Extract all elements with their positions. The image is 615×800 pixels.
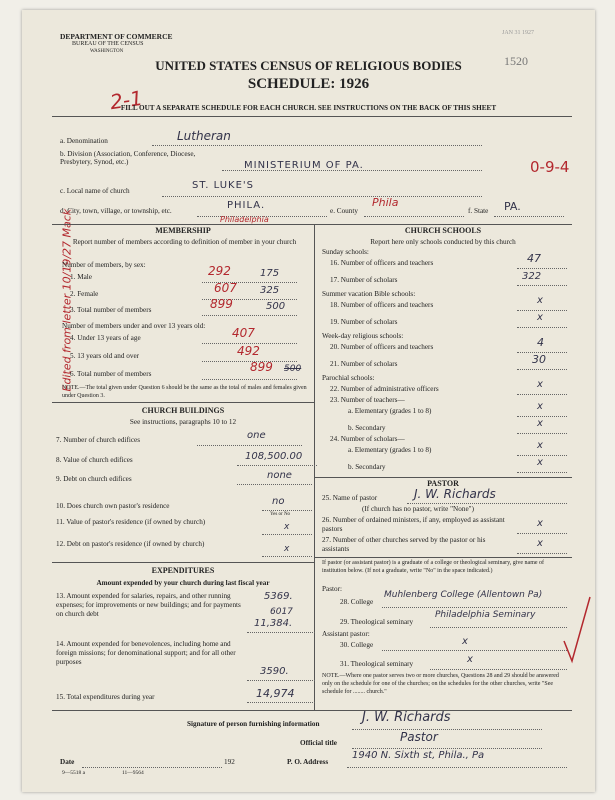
pastor-name-label: 25. Name of pastor: [322, 494, 378, 502]
print-number: 11—9564: [122, 770, 144, 776]
running-expenses-label: 13. Amount expended for salaries, repairs, and other running expenses; for improvements or new buildings; and for payments on church debt: [56, 592, 241, 618]
pastor-name-value: J. W. Richards: [414, 487, 496, 501]
pastor-note: NOTE.—Where one pastor serves two or more churches, Questions 28 and 29 should be answered only on the schedule for one of the churches; on the schedules for the other churches, write "See schedule for ........ church.": [322, 673, 559, 695]
over-13-label: 5. 13 years old and over: [70, 352, 140, 360]
seminary-label: 29. Theological seminary: [340, 618, 414, 626]
running-expenses-value-2: 6017: [270, 607, 293, 617]
county-label: e. County: [330, 207, 358, 215]
local-name-value: ST. LUKE'S: [192, 180, 254, 191]
edifices-value: one: [247, 430, 266, 441]
annotation-code: 0-9-4: [530, 158, 570, 176]
under-13-label: 4. Under 13 years of age: [70, 334, 141, 342]
q20-value: 4: [537, 336, 544, 349]
q23b-label: b. Secondary: [348, 424, 386, 432]
county-value: Phila: [372, 196, 399, 209]
schools-intro: Report here only schools conducted by this church: [370, 238, 516, 246]
q17-value: 322: [522, 271, 542, 282]
q20-label: 20. Number of officers and teachers: [330, 343, 434, 351]
male-alt-value: 175: [260, 268, 280, 279]
asst-college-label: 30. College: [340, 641, 374, 649]
denomination-value: Lutheran: [177, 129, 231, 143]
pastor-subheading: Pastor:: [322, 585, 342, 593]
over-13-value: 492: [237, 344, 260, 358]
seminary-value: Philadelphia Seminary: [435, 610, 536, 620]
college-label: 28. College: [340, 598, 374, 606]
received-stamp-date: JAN 31 1927: [502, 30, 535, 36]
female-label: 2. Female: [70, 290, 99, 298]
membership-note: NOTE.—The total given under Question 6 should be the same as the total of males and females given under Question 3.: [62, 385, 307, 399]
division-label: b. Division (Association, Conference, Diocese, Presbytery, Synod, etc.): [60, 150, 196, 166]
benevolences-value: 3590.: [260, 666, 289, 677]
state-value: PA.: [504, 200, 521, 213]
graduate-note: If pastor (or assistant pastor) is a graduate of a college or theological seminary, give name of institution below. (If not a graduate, write "No" in the space indicated.): [322, 560, 545, 574]
census-schedule-sheet: [22, 10, 595, 792]
residence-debt-value: x: [284, 544, 290, 554]
check-mark-icon: [562, 595, 592, 665]
total-members-alt: 500: [266, 301, 286, 312]
city-note: Philadelphia: [220, 215, 269, 224]
state-label: f. State: [468, 207, 489, 215]
residence-value: no: [272, 496, 285, 507]
sunday-schools-label: Sunday schools:: [322, 248, 369, 256]
year-label: 192: [224, 758, 235, 766]
female-value: 607: [214, 281, 237, 295]
margin-note: Edited from letter 10/19/27 Mack: [60, 208, 74, 392]
q22-value: x: [537, 379, 543, 390]
total-by-age-alt: 500: [284, 364, 302, 374]
edifice-debt-label: 9. Debt on church edifices: [56, 475, 132, 483]
edifice-debt-value: none: [267, 470, 292, 481]
male-label: 1. Male: [70, 273, 92, 281]
benevolences-label: 14. Amount expended for benevolences, including home and foreign missions; for denominational support; and for all other purposes: [56, 640, 236, 666]
denomination-label: a. Denomination: [60, 137, 108, 145]
residence-debt-label: 12. Debt on pastor's residence (if owned by church): [56, 540, 205, 548]
asst-college-value: x: [462, 636, 468, 647]
expenditures-heading: EXPENDITURES: [151, 566, 215, 575]
other-churches-value: x: [537, 538, 543, 549]
q23-label: 23. Number of teachers—: [330, 396, 405, 404]
official-title-label: Official title: [300, 739, 337, 747]
members-by-age: Number of members under and over 13 years old:: [62, 322, 206, 330]
q19-label: 19. Number of scholars: [330, 318, 398, 326]
under-13-value: 407: [232, 326, 255, 340]
pastor-heading: PASTOR: [427, 479, 459, 488]
q23a-label: a. Elementary (grades 1 to 8): [348, 407, 432, 415]
q17-label: 17. Number of scholars: [330, 276, 398, 284]
female-alt-value: 325: [260, 285, 280, 296]
q24a-value: x: [537, 440, 543, 451]
stamp-number: 1520: [504, 54, 528, 68]
annotation-top: 2-1: [108, 85, 145, 115]
local-name-label: c. Local name of church: [60, 187, 130, 195]
date-label: Date: [60, 758, 75, 766]
schedule-title: SCHEDULE: 1926: [247, 76, 370, 92]
membership-intro: Report number of members according to definition of member in your church: [72, 238, 297, 246]
signature-label: Signature of person furnishing information: [187, 720, 320, 728]
yes-no-hint: Yes or No: [270, 512, 291, 517]
department-label: DEPARTMENT OF COMMERCE: [60, 32, 173, 41]
college-value: Muhlenberg College (Allentown Pa): [384, 590, 543, 600]
form-number: 9—5518 a: [62, 770, 86, 776]
pastor-name-hint: (If church has no pastor, write "None"): [362, 505, 474, 513]
expenditures-sub: Amount expended by your church during last fiscal year: [96, 579, 270, 587]
q18-label: 18. Number of officers and teachers: [330, 301, 434, 309]
total-expenditures-label: 15. Total expenditures during year: [56, 693, 155, 701]
q19-value: x: [537, 312, 543, 323]
q21-label: 21. Number of scholars: [330, 360, 398, 368]
assistant-pastor-subheading: Assistant pastor:: [322, 630, 370, 638]
total-expenditures-value: 14,974: [256, 687, 295, 700]
signature-value: J. W. Richards: [362, 710, 451, 725]
asst-seminary-value: x: [467, 654, 473, 665]
running-expenses-value-3: 11,384.: [254, 618, 293, 629]
q16-label: 16. Number of officers and teachers: [330, 259, 434, 267]
q24b-value: x: [537, 457, 543, 468]
q24b-label: b. Secondary: [348, 463, 386, 471]
membership-heading: MEMBERSHIP: [155, 226, 211, 235]
bureau-label: BUREAU OF THE CENSUS: [72, 41, 144, 47]
other-churches-label: 27. Number of other churches served by the pastor or his assistants: [322, 536, 486, 553]
q24-label: 24. Number of scholars—: [330, 435, 405, 443]
city-label: WASHINGTON: [90, 49, 124, 54]
residence-value-label: 11. Value of pastor's residence (if owned by church): [56, 518, 206, 526]
instruction-line: FILL OUT A SEPARATE SCHEDULE FOR EACH CHURCH. SEE INSTRUCTIONS ON THE BACK OF THIS SHEET: [120, 104, 497, 112]
running-expenses-value-1: 5369.: [264, 591, 293, 602]
city-field-label: d. City, town, village, or township, etc.: [60, 207, 172, 215]
residence-value-value: x: [284, 522, 290, 532]
assistant-ministers-label: 26. Number of ordained ministers, if any, employed as assistant pastors: [322, 516, 505, 533]
q24a-label: a. Elementary (grades 1 to 8): [348, 446, 432, 454]
residence-label: 10. Does church own pastor's residence: [56, 502, 170, 510]
summer-schools-label: Summer vacation Bible schools:: [322, 290, 416, 298]
asst-seminary-label: 31. Theological seminary: [340, 660, 414, 668]
buildings-sub: See instructions, paragraphs 10 to 12: [129, 418, 237, 426]
city-value: PHILA.: [227, 200, 266, 211]
official-title-value: Pastor: [400, 730, 438, 744]
q22-label: 22. Number of administrative officers: [330, 385, 439, 393]
address-label: P. O. Address: [287, 758, 329, 766]
total-by-age-value: 899: [250, 360, 273, 374]
q16-value: 47: [527, 252, 541, 265]
form-title: UNITED STATES CENSUS OF RELIGIOUS BODIES: [155, 58, 462, 73]
schools-heading: CHURCH SCHOOLS: [404, 226, 482, 235]
male-value: 292: [208, 264, 231, 278]
total-members-value: 899: [210, 297, 233, 311]
q18-value: x: [537, 295, 543, 306]
parochial-schools-label: Parochial schools:: [322, 374, 375, 382]
edifice-value-value: 108,500.00: [245, 451, 303, 462]
total-members-label: 3. Total number of members: [70, 306, 152, 314]
weekday-schools-label: Week-day religious schools:: [322, 332, 404, 340]
q23a-value: x: [537, 401, 543, 412]
q21-value: 30: [532, 353, 546, 366]
buildings-heading: CHURCH BUILDINGS: [141, 406, 225, 415]
assistant-ministers-value: x: [537, 518, 543, 529]
edifices-label: 7. Number of church edifices: [56, 436, 141, 444]
members-by-sex: Number of members, by sex:: [62, 261, 146, 269]
total-by-age-label: 6. Total number of members: [70, 370, 152, 378]
address-value: 1940 N. Sixth st, Phila., Pa: [352, 750, 485, 761]
q23b-value: x: [537, 418, 543, 429]
division-value: MINISTERIUM OF PA.: [244, 160, 364, 171]
edifice-value-label: 8. Value of church edifices: [56, 456, 133, 464]
